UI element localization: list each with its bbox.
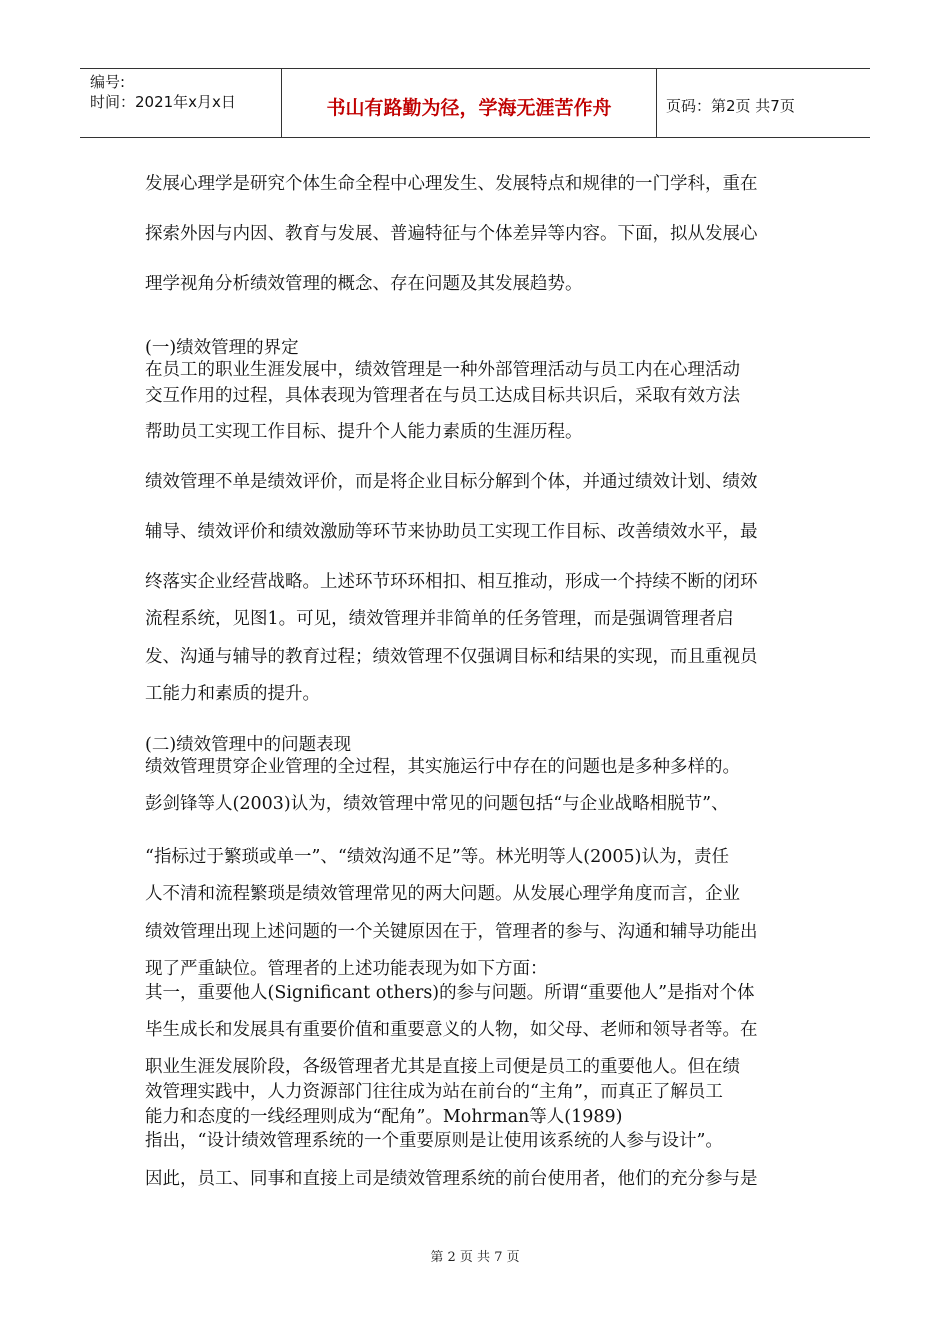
text-line: “指标过于繁琐或单一”、“绩效沟通不足”等。林光明等人(2005)认为，责任: [145, 847, 729, 867]
text-line: 因此，员工、同事和直接上司是绩效管理系统的前台使用者，他们的充分参与是: [145, 1169, 758, 1189]
header-motto-cell: [282, 69, 657, 137]
text-line: 交互作用的过程，具体表现为管理者在与员工达成目标共识后，采取有效方法: [145, 386, 740, 406]
text-line: 其一，重要他人(Significant others)的参与问题。所谓“重要他人”是指对个体: [145, 983, 755, 1003]
text-line: 帮助员工实现工作目标、提升个人能力素质的生涯历程。: [145, 422, 583, 442]
text-line: 终落实企业经营战略。上述环节环环相扣、相互推动，形成一个持续不断的闭环: [145, 572, 758, 592]
text-line: 绩效管理出现上述问题的一个关键原因在于，管理者的参与、沟通和辅导功能出: [145, 922, 758, 942]
doc-date-label: 时间：2021年x月x日: [90, 93, 236, 111]
text-line: 效管理实践中，人力资源部门往往成为站在前台的“主角”，而真正了解员工: [145, 1082, 723, 1102]
header-meta-cell: [80, 69, 282, 137]
text-line: 流程系统，见图1。可见，绩效管理并非简单的任务管理，而是强调管理者启: [145, 609, 734, 629]
text-line: 辅导、绩效评价和绩效激励等环节来协助员工实现工作目标、改善绩效水平，最: [145, 522, 758, 542]
section-heading: (一)绩效管理的界定: [145, 338, 299, 358]
text-line: 在员工的职业生涯发展中，绩效管理是一种外部管理活动与员工内在心理活动: [145, 360, 740, 380]
text-line: 能力和态度的一线经理则成为“配角”。Mohrman等人(1989): [145, 1107, 623, 1127]
text-line: 现了严重缺位。管理者的上述功能表现为如下方面：: [145, 959, 548, 979]
doc-id-label: 编号:: [90, 73, 126, 91]
text-line: 发展心理学是研究个体生命全程中心理发生、发展特点和规律的一门学科，重在: [145, 174, 758, 194]
text-line: 工能力和素质的提升。: [145, 684, 320, 704]
text-line: 探索外因与内因、教育与发展、普遍特征与个体差异等内容。下面，拟从发展心: [145, 224, 758, 244]
header-page-cell: [658, 69, 870, 137]
text-line: 绩效管理不单是绩效评价，而是将企业目标分解到个体，并通过绩效计划、绩效: [145, 472, 758, 492]
text-line: 理学视角分析绩效管理的概念、存在问题及其发展趋势。: [145, 274, 583, 294]
header-motto: 书山有路勤为径，学海无涯苦作舟: [326, 97, 612, 119]
text-line: 彭剑锋等人(2003)认为，绩效管理中常见的问题包括“与企业战略相脱节”、: [145, 794, 729, 814]
text-line: 指出，“设计绩效管理系统的一个重要原则是让使用该系统的人参与设计”。: [145, 1131, 723, 1151]
section-heading: (二)绩效管理中的问题表现: [145, 735, 352, 755]
page-header: [80, 68, 870, 138]
text-line: 绩效管理贯穿企业管理的全过程，其实施运行中存在的问题也是多种多样的。: [145, 757, 740, 777]
text-line: 职业生涯发展阶段，各级管理者尤其是直接上司便是员工的重要他人。但在绩: [145, 1057, 740, 1077]
page-footer: 第 2 页 共 7 页: [430, 1250, 520, 1265]
header-page-number: 页码：第2页 共7页: [666, 97, 795, 115]
text-line: 毕生成长和发展具有重要价值和重要意义的人物，如父母、老师和领导者等。在: [145, 1020, 758, 1040]
text-line: 人不清和流程繁琐是绩效管理常见的两大问题。从发展心理学角度而言，企业: [145, 884, 740, 904]
text-line: 发、沟通与辅导的教育过程；绩效管理不仅强调目标和结果的实现，而且重视员: [145, 647, 758, 667]
